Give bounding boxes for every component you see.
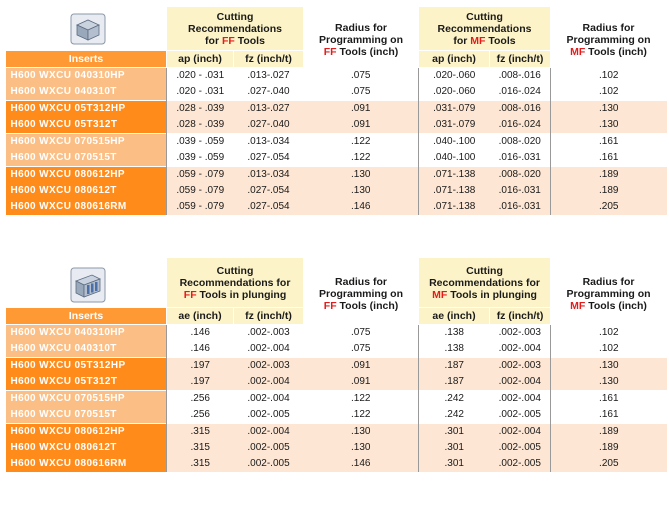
table-cell: .031-.079 bbox=[419, 101, 490, 118]
table-cell: .028 - .039 bbox=[167, 101, 234, 118]
table-cell: .008-.016 bbox=[490, 68, 551, 85]
table-cell: .301 bbox=[419, 456, 490, 472]
table-cell: .146 bbox=[304, 199, 419, 215]
table-row bbox=[6, 101, 667, 118]
table-cell: .020-.060 bbox=[419, 68, 490, 85]
table-cell: .122 bbox=[304, 150, 419, 167]
table-cell: .016-.031 bbox=[490, 199, 551, 215]
table-cell: .071-.138 bbox=[419, 183, 490, 199]
cutting-recommendations-ff-plunging-header: Cutting Recommendations for FF Tools in plunging bbox=[167, 258, 304, 308]
insert-name: H600 WXCU 080612HP bbox=[6, 167, 167, 184]
table-cell: .016-.031 bbox=[490, 150, 551, 167]
table-cell: .028 - .039 bbox=[167, 117, 234, 134]
table-cell: .146 bbox=[304, 456, 419, 472]
insert-name: H600 WXCU 080612T bbox=[6, 440, 167, 456]
icon-cell bbox=[6, 258, 167, 308]
plunging-recommendations-table bbox=[5, 257, 667, 472]
table-cell: .138 bbox=[419, 325, 490, 342]
insert-name: H600 WXCU 05T312T bbox=[6, 117, 167, 134]
table-cell: .002-.004 bbox=[234, 341, 304, 358]
fz-header: fz (inch/t) bbox=[234, 51, 304, 68]
insert-name: H600 WXCU 040310HP bbox=[6, 325, 167, 342]
milling-recommendations-table bbox=[5, 6, 667, 215]
table-row bbox=[6, 358, 667, 375]
table-cell: .002-.004 bbox=[234, 391, 304, 408]
table-row bbox=[6, 134, 667, 151]
table-cell: .189 bbox=[551, 424, 667, 441]
table-cell: .102 bbox=[551, 84, 667, 101]
cutting-recommendations-ff-header: Cutting Recommendations for FF Tools bbox=[167, 7, 304, 51]
table-cell: .091 bbox=[304, 358, 419, 375]
table-cell: .130 bbox=[551, 358, 667, 375]
table-cell: .197 bbox=[167, 358, 234, 375]
table-cell: .161 bbox=[551, 407, 667, 424]
ae-header: ae (inch) bbox=[167, 308, 234, 325]
icon-cell bbox=[6, 7, 167, 51]
table-cell: .205 bbox=[551, 456, 667, 472]
cutting-recommendations-mf-plunging-header: Cutting Recommendations for MF Tools in plunging bbox=[419, 258, 551, 308]
radius-ff-header: Radius for Programming on FF Tools (inch) bbox=[304, 7, 419, 68]
milling-cube-icon bbox=[70, 13, 102, 45]
insert-name: H600 WXCU 080612HP bbox=[6, 424, 167, 441]
table-cell: .027-.054 bbox=[234, 150, 304, 167]
table-cell: .189 bbox=[551, 440, 667, 456]
table-cell: .315 bbox=[167, 424, 234, 441]
table-row bbox=[6, 199, 667, 215]
table-cell: .242 bbox=[419, 407, 490, 424]
insert-name: H600 WXCU 05T312HP bbox=[6, 101, 167, 118]
plunging-block-icon bbox=[70, 267, 102, 299]
table-row bbox=[6, 374, 667, 391]
insert-name: H600 WXCU 040310HP bbox=[6, 68, 167, 85]
table-cell: .130 bbox=[551, 117, 667, 134]
table-cell: .016-.031 bbox=[490, 183, 551, 199]
table-cell: .138 bbox=[419, 341, 490, 358]
table-cell: .187 bbox=[419, 358, 490, 375]
table-cell: .002-.003 bbox=[234, 325, 304, 342]
table-cell: .002-.005 bbox=[234, 456, 304, 472]
table-cell: .013-.034 bbox=[234, 134, 304, 151]
table-cell: .315 bbox=[167, 456, 234, 472]
table-cell: .002-.005 bbox=[490, 407, 551, 424]
table-cell: .091 bbox=[304, 101, 419, 118]
table-cell: .256 bbox=[167, 391, 234, 408]
table-cell: .102 bbox=[551, 68, 667, 85]
insert-name: H600 WXCU 05T312T bbox=[6, 374, 167, 391]
table-cell: .161 bbox=[551, 150, 667, 167]
table-cell: .002-.003 bbox=[490, 358, 551, 375]
table-row bbox=[6, 341, 667, 358]
table-cell: .205 bbox=[551, 199, 667, 215]
table-cell: .059 - .079 bbox=[167, 199, 234, 215]
table-row bbox=[6, 117, 667, 134]
table-row bbox=[6, 325, 667, 342]
table-cell: .071-.138 bbox=[419, 199, 490, 215]
insert-name: H600 WXCU 040310T bbox=[6, 84, 167, 101]
table-row bbox=[6, 68, 667, 85]
table-cell: .013-.027 bbox=[234, 68, 304, 85]
table-cell: .059 - .079 bbox=[167, 167, 234, 184]
table-row bbox=[6, 424, 667, 441]
table-cell: .020-.060 bbox=[419, 84, 490, 101]
table-cell: .013-.027 bbox=[234, 101, 304, 118]
table-cell: .161 bbox=[551, 391, 667, 408]
table-cell: .008-.020 bbox=[490, 134, 551, 151]
table-cell: .027-.040 bbox=[234, 84, 304, 101]
table-cell: .189 bbox=[551, 167, 667, 184]
table-cell: .161 bbox=[551, 134, 667, 151]
table-cell: .002-.005 bbox=[234, 440, 304, 456]
ae-header: ae (inch) bbox=[419, 308, 490, 325]
table-cell: .091 bbox=[304, 117, 419, 134]
table-cell: .059 - .079 bbox=[167, 183, 234, 199]
table-cell: .016-.024 bbox=[490, 117, 551, 134]
table-cell: .071-.138 bbox=[419, 167, 490, 184]
table-cell: .020 - .031 bbox=[167, 68, 234, 85]
radius-mf-header: Radius for Programming on MF Tools (inch) bbox=[551, 258, 667, 325]
table-cell: .002-.004 bbox=[490, 341, 551, 358]
table-cell: .075 bbox=[304, 341, 419, 358]
table-cell: .315 bbox=[167, 440, 234, 456]
inserts-header: Inserts bbox=[6, 51, 167, 68]
table-cell: .242 bbox=[419, 391, 490, 408]
table-cell: .039 - .059 bbox=[167, 150, 234, 167]
table-cell: .189 bbox=[551, 183, 667, 199]
radius-ff-header: Radius for Programming on FF Tools (inch) bbox=[304, 258, 419, 325]
table-cell: .002-.004 bbox=[490, 374, 551, 391]
table-cell: .130 bbox=[551, 101, 667, 118]
table-cell: .031-.079 bbox=[419, 117, 490, 134]
table-cell: .130 bbox=[304, 424, 419, 441]
fz-header: fz (inch/t) bbox=[490, 51, 551, 68]
table-cell: .008-.020 bbox=[490, 167, 551, 184]
table-cell: .027-.054 bbox=[234, 183, 304, 199]
table-row bbox=[6, 391, 667, 408]
table-cell: .020 - .031 bbox=[167, 84, 234, 101]
fz-header: fz (inch/t) bbox=[234, 308, 304, 325]
table-cell: .102 bbox=[551, 341, 667, 358]
table-cell: .002-.004 bbox=[490, 424, 551, 441]
cutting-recommendations-mf-header: Cutting Recommendations for MF Tools bbox=[419, 7, 551, 51]
table-cell: .002-.004 bbox=[490, 391, 551, 408]
table-cell: .002-.005 bbox=[490, 456, 551, 472]
table-cell: .122 bbox=[304, 391, 419, 408]
table-cell: .027-.040 bbox=[234, 117, 304, 134]
insert-name: H600 WXCU 070515T bbox=[6, 150, 167, 167]
table-cell: .039 - .059 bbox=[167, 134, 234, 151]
table-row bbox=[6, 456, 667, 472]
table-cell: .130 bbox=[551, 374, 667, 391]
table-cell: .130 bbox=[304, 167, 419, 184]
table-row bbox=[6, 84, 667, 101]
insert-name: H600 WXCU 080616RM bbox=[6, 199, 167, 215]
table-row bbox=[6, 407, 667, 424]
table-cell: .146 bbox=[167, 325, 234, 342]
table-cell: .002-.004 bbox=[234, 374, 304, 391]
table-cell: .040-.100 bbox=[419, 134, 490, 151]
insert-name: H600 WXCU 070515T bbox=[6, 407, 167, 424]
table-cell: .075 bbox=[304, 84, 419, 101]
insert-name: H600 WXCU 070515HP bbox=[6, 391, 167, 408]
table-cell: .002-.003 bbox=[490, 325, 551, 342]
insert-name: H600 WXCU 080612T bbox=[6, 183, 167, 199]
ap-header: ap (inch) bbox=[419, 51, 490, 68]
table-row bbox=[6, 167, 667, 184]
table-cell: .075 bbox=[304, 325, 419, 342]
fz-header: fz (inch/t) bbox=[490, 308, 551, 325]
table-cell: .075 bbox=[304, 68, 419, 85]
table-cell: .130 bbox=[304, 440, 419, 456]
table-cell: .146 bbox=[167, 341, 234, 358]
table-cell: .016-.024 bbox=[490, 84, 551, 101]
table-cell: .301 bbox=[419, 440, 490, 456]
table-row bbox=[6, 440, 667, 456]
table-row bbox=[6, 150, 667, 167]
table-cell: .040-.100 bbox=[419, 150, 490, 167]
table-cell: .256 bbox=[167, 407, 234, 424]
table-row bbox=[6, 183, 667, 199]
ap-header: ap (inch) bbox=[167, 51, 234, 68]
insert-name: H600 WXCU 070515HP bbox=[6, 134, 167, 151]
table-cell: .301 bbox=[419, 424, 490, 441]
table-cell: .027-.054 bbox=[234, 199, 304, 215]
table-cell: .002-.005 bbox=[234, 407, 304, 424]
table-cell: .187 bbox=[419, 374, 490, 391]
table-cell: .197 bbox=[167, 374, 234, 391]
table-cell: .122 bbox=[304, 407, 419, 424]
table-cell: .122 bbox=[304, 134, 419, 151]
table-cell: .091 bbox=[304, 374, 419, 391]
insert-name: H600 WXCU 080616RM bbox=[6, 456, 167, 472]
table-cell: .002-.003 bbox=[234, 358, 304, 375]
table-cell: .002-.005 bbox=[490, 440, 551, 456]
table-cell: .102 bbox=[551, 325, 667, 342]
table-cell: .002-.004 bbox=[234, 424, 304, 441]
insert-name: H600 WXCU 05T312HP bbox=[6, 358, 167, 375]
inserts-header: Inserts bbox=[6, 308, 167, 325]
table-cell: .130 bbox=[304, 183, 419, 199]
radius-mf-header: Radius for Programming on MF Tools (inch) bbox=[551, 7, 667, 68]
table-cell: .013-.034 bbox=[234, 167, 304, 184]
insert-name: H600 WXCU 040310T bbox=[6, 341, 167, 358]
table-cell: .008-.016 bbox=[490, 101, 551, 118]
